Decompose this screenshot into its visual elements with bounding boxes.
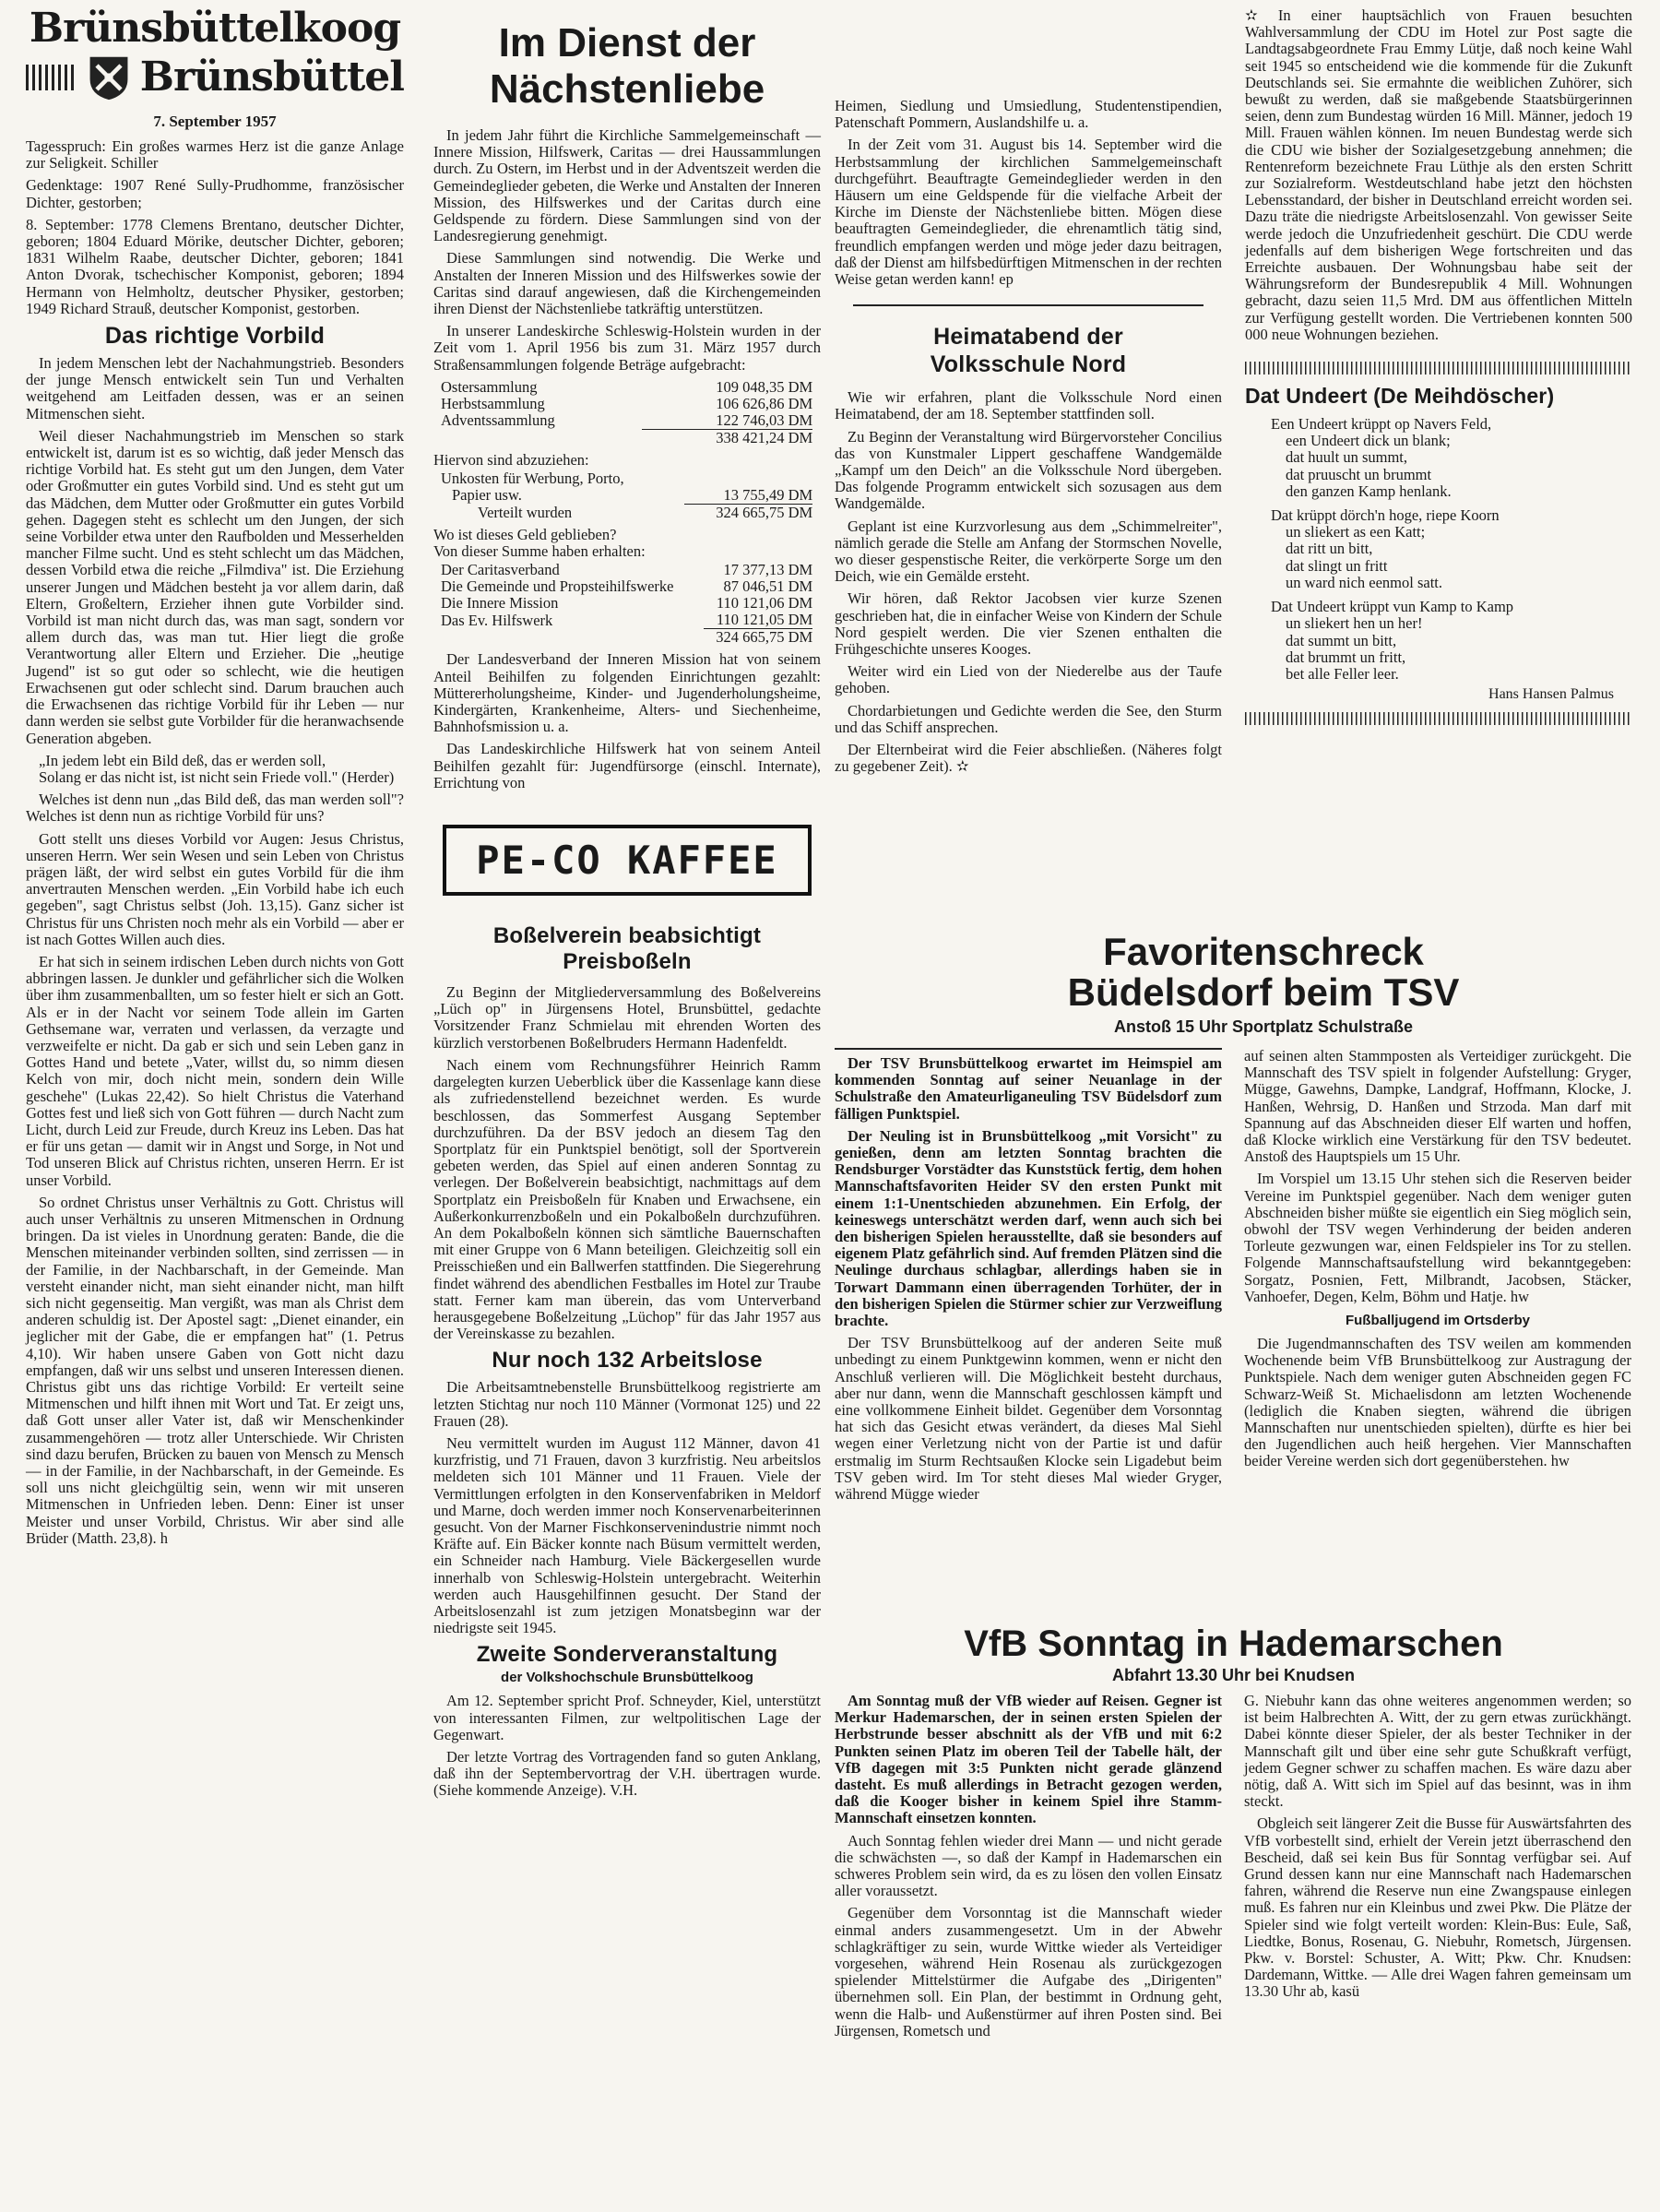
deduction-label: Hiervon sind abzuziehen:: [433, 450, 589, 469]
vorbild-quote: Solang er das nicht ist, ist nicht sein Friede voll." (Herder): [39, 767, 395, 786]
bossel-paragraph: Zu Beginn der Mitgliederversammlung des Boßelvereins „Lüch op" in Jürgensens Hotel, Brunsbüttel, gedachte Vorsitzender Franz Schmielau mit ehrenden Worten des kürzlich verstorbenen Boßelbruders Hermann Hadenfeldt.: [433, 983, 821, 1052]
vorbild-quote: „In jedem lebt ein Bild deß, das er werden soll,: [39, 751, 326, 769]
column-4: [1245, 7, 1632, 732]
vorbild-paragraph: Welches ist denn nun „das Bild deß, das man werden soll"? Welches ist denn nun as richtige Vorbild für uns?: [26, 791, 404, 826]
vfb-paragraph: Gegenüber dem Vorsonntag ist die Mannschaft wieder einmal anders zusammengesetzt. Um in der Abwehr schlagkräftiger zu sein, wurde Wittke wieder als Verteidiger vorgesehen, während Hein Rosenau als zurückgezogen spielender Mittelstürmer die Aufgabe des „Dirigenten" übernehmen soll. Ein Plan, der bestimmt in Ordnung geht, wenn die Halb- und Außenstürmer auf ihren Posten sind. Bei Jürgensen, Rometsch und: [835, 1904, 1222, 2040]
poem-body: Een Undeert krüppt op Navers Feld, een Undeert dick un blank; dat huult un summt, dat pruuscht un brummt den ganzen Kamp henlank. Dat krüppt dörch'n hoge, riepe Koorn un sliekert as een Katt; dat ritt un bitt, dat slingt un fritt un ward nich eenmol satt. Dat Undeert krüppt vun Kamp to Kamp un sliekert hen un her! dat summt un bitt, dat brummt un fritt, bet alle Feller leer.: [1271, 415, 1514, 683]
masthead-title: Brünsbüttelkoog: [29, 5, 401, 52]
table-row: Die Gemeinde und Propsteihilfswerke 87 046,51 DM: [441, 577, 813, 596]
sonderveranstaltung-paragraph: Am 12. September spricht Prof. Schneyder, Kiel, unterstützt von interessanten Filmen, zur weltpolitischen Lage der Gegenwart.: [433, 1692, 821, 1743]
sport-article-vfb: [835, 1623, 1632, 2045]
naechstenliebe-continued: In der Zeit vom 31. August bis 14. September wird die Herbstsammlung der kirchlichen Sammelgemeinschaft durchgeführt. Beauftragte Gemeindeglieder werden in den Häusern um eine Geldspende für die vielfache Arbeit der Kirche im Dienste der Nächstenliebe bitten. Mögen diese beauftragten Gemeindeglieder, die ehrenamtlich tätig sind, freundlich empfangen werden und möge jeder dazu beitragen, daß der Dienst am hilfsbedürftigen Mitmenschen in der rechten Weise getan werden kann! ep: [835, 136, 1222, 289]
divider: [1245, 362, 1632, 375]
vfb-lead: Am Sonntag muß der VfB wieder auf Reisen. Gegner ist Merkur Hademarschen, der in seinen ersten Spielen der Herbstrunde besser abschnitt als der VfB und mit 6:2 Punkten seinen Platz im oberen Teil der Tabelle hält, der VfB dagegen mit 3:5 Punkten nicht gerade glänzend dasteht. Es muß allerdings in Betracht gezogen werden, daß die Kooger bisher in keinem Spiel ihre Stamm-Mannschaft einsetzen konnten.: [835, 1692, 1222, 1827]
arbeitslose-headline: Nur noch 132 Arbeitslose: [492, 1348, 763, 1374]
tsv-subtitle: Anstoß 15 Uhr Sportplatz Schulstraße: [1113, 1017, 1414, 1036]
bossel-paragraph: Nach einem vom Rechnungsführer Heinrich Ramm dargelegten kurzen Ueberblick über die Kassenlage kann diese als zufriedenstellend bezeichnet werden. Es wurde beschlossen, das Sommerfest Ausgang September durchzuführen. Da der BSV jedoch an diesem Tag den Sportplatz für ein Punktspiel benötigt, soll der Sportverein gebeten werden, das Spiel auf einen anderen Sonntag zu verlegen. Der Boßelverein beabsichtigt, nachmittags auf dem Sportplatz ein Preisboßeln für Knaben und Erwachsene, ein Außerkonkurrenzboßeln und ein Pokalboßeln durchzuführen. An dem Pokalboßeln können sich sämtliche Bauernschaften mit einer Gruppe von 6 Mann beteiligen. Gleichzeitig soll ein Preisschießen und ein Ballwerfen stattfinden. Die Siegerehrung findet während des abendlichen Festballes im Hotel zur Traube statt. Ferner kam man überein, das vom Unterverband herausgegebene Boßelzeitung „Lüchop" für das Jahr 1957 aus der Vereinskasse zu bezahlen.: [433, 1055, 821, 1343]
poem-title: Dat Undeert (De Meihdöscher): [1245, 384, 1555, 409]
heimatabend-paragraph: Zu Beginn der Veranstaltung wird Bürgervorsteher Concilius das von Kunstmaler Lippert geschaffene Wandgemälde „Kampf um den Deich" an die Volksschule Nord übergeben. Das folgende Programm entwickelt sich sozusagen aus dem Wandgemälde.: [835, 427, 1222, 513]
naechstenliebe-paragraph: Der Landesverband der Inneren Mission hat von seinem Anteil Beihilfen zu folgenden Einrichtungen gezahlt: Müttererholungsheime, Kinder- und Jugenderholungsheime, Kindergärten, Krankenheime, Alters- und Siechenheime, Bahnhofsmission u. a.: [433, 650, 821, 736]
naechstenliebe-paragraph: In jedem Jahr führt die Kirchliche Sammelgemeinschaft — Innere Mission, Hilfswerk, Caritas — drei Haussammlungen durch. Zu Ostern, im Herbst und in der Adventszeit werden die Gemeindeglieder gebeten, die Werke und Anstalten der Inneren Mission, des Hilfswerkes und der Caritas durch eine Geldspende zu fördern. Diese Sammlungen sind von der Landesregierung genehmigt.: [433, 126, 821, 245]
heimatabend-paragraph: Chordarbietungen und Gedichte werden die See, den Sturm und das Schiff ansprechen.: [835, 701, 1222, 736]
vorbild-paragraph: Gott stellt uns dieses Vorbild vor Augen: Jesus Christus, unseren Herrn. Wer sein Wesen und sein Leben von Christus prägen läßt, der wird selbst ein gutes Vorbild für die ihm anvertrauten Menschen werden. „Ein Vorbild habe ich euch gegeben", sagt Christus selbst (Joh. 13,15). Ganz sicher ist Christus für uns Christen noch mehr als ein Vorbild — aber er ist nach Gottes Willen auch dies.: [26, 829, 404, 948]
naechstenliebe-continued: Heimen, Siedlung und Umsiedlung, Studentenstipendien, Patenschaft Pommern, Auslandshilfe u. a.: [835, 97, 1222, 132]
vorbild-headline: Das richtige Vorbild: [104, 323, 326, 350]
sonderveranstaltung-paragraph: Der letzte Vortrag des Vortragenden fand so guten Anklang, daß ihn der Septembervortrag der V.H. übertragen wurde. (Siehe kommende Anzeige). V.H.: [433, 1748, 821, 1800]
vorbild-paragraph: In jedem Menschen lebt der Nachahmungstrieb. Besonders der junge Mensch entwickelt sein Tun und Verhalten weitgehend am Leitfaden dessen, was er an seinen Mitmenschen sieht.: [26, 354, 404, 422]
gedenktage-8-september: 8. September: 1778 Clemens Brentano, deutscher Dichter, geboren; 1804 Eduard Mörike, deutscher Dichter, geboren; 1831 Wilhelm Raabe, deutscher Dichter, geboren; 1841 Anton Dvorak, tschechischer Komponist, geboren; 1894 Hermann von Helmholtz, deutscher Physiker, gestorben; 1949 Richard Strauß, deutscher Komponist, gestorben.: [26, 215, 404, 317]
table-row: Papier usw. 13 755,49 DM: [452, 486, 813, 505]
naechstenliebe-paragraph: In unserer Landeskirche Schleswig-Holstein wurden in der Zeit vom 1. April 1956 bis zum 31. März 1957 durch Straßensammlungen folgende Beträge aufgebracht:: [433, 322, 821, 374]
column-1: [26, 0, 404, 1552]
jugend-paragraph: Die Jugendmannschaften des TSV weilen am kommenden Wochenende beim VfB Brunsbüttelkoog zur Austragung der Punktspiele. Nach dem weniger guten Abschneiden gegen FC Schwarz-Weiß St. Michaelisdonn am letzten Wochenende (lediglich die Knaben siegten, während die übrigen Mannschaften nur unentschieden spielten), dürfte es hier bei den Jugendlichen auch heiß hergehen. Vier Mannschaften beider Vereine werden sich dort gegenüberstehen. hw: [1244, 1335, 1631, 1470]
tsv-paragraph: auf seinen alten Stammposten als Verteidiger zurückgeht. Die Mannschaft des TSV spielt in folgender Aufstellung: Gryger, Mügge, Gawehns, Dampke, Landgraf, Hoffmann, Klocke, J. Hanßen, Wehrsig, D. Hanßen und Strzoda. Man darf mit Spannung auf das Abschneiden dieser Elf warten und hoffen, daß Klocke wirklich eine Verstärkung für den TSV bedeutet. Anstoß des Hauptspiels um 15 Uhr.: [1244, 1047, 1631, 1166]
bossel-headline: Boßelverein beabsichtigt Preisboßeln: [492, 923, 762, 975]
vfb-subtitle: Abfahrt 13.30 Uhr bei Knudsen: [1111, 1666, 1356, 1684]
coat-of-arms-icon: [85, 52, 133, 103]
recipients-label: Von dieser Summe haben erhalten:: [433, 542, 646, 561]
tsv-lead: Der TSV Brunsbüttelkoog erwartet im Heimspiel am kommenden Sonntag auf seiner Neuanlage in der Schulstraße den Amateurliganeuling TSV Büdelsdorf zum fälligen Punktspiel.: [835, 1054, 1222, 1123]
tsv-paragraph: Der TSV Brunsbüttelkoog auf der anderen Seite muß unbedingt zu einem Punktgewinn kommen, wenn er nicht den Anschluß verlieren will. Die Möglichkeit besteht durchaus, aber nur dann, wenn die Mannschaft geschlossen kämpft und eine vollkommene Einheit bildet. Gegenüber dem Vorsonntag hat sich das Gesicht etwas verändert, da dieses Mal Siehl wegen einer Verletzung nicht von der Partie ist und dafür erstmalig im Sturm Rechtsaußen Klocke sein Ligadebut beim TSV geben wird. Im Tor steht dieses Mal wieder Gryger, während Mügge wieder: [835, 1334, 1222, 1504]
arbeitslose-paragraph: Die Arbeitsamtnebenstelle Brunsbüttelkoog registrierte am letzten Stichtag nur noch 110 Männer (Vormonat 125) und 22 Frauen (28).: [433, 1378, 821, 1430]
vorbild-paragraph: Weil dieser Nachahmungstrieb im Menschen so stark entwickelt ist, darum ist es so wichtig, daß jeder Mensch das richtige Vorbild hat. Es steht gut um den Jungen, dem Vater oder Großmutter ein gutes Vorbild sind. Und es steht gut um das Mädchen, dem Mutter oder Großmutter ein gutes Vorbild gehen. Dagegen steht es schlecht um den Jungen, der sich seine Vorbilder etwa unter den Raufbolden und Messerhelden mancher Filme sucht. Und es steht schlecht um das Mädchen, dessen Vorbild etwa die reiche „Filmdiva" ist. Die Erziehung unserer Jungen und Mädchen besteht ja vor allem darin, daß Eltern, Großeltern, Erzieher ihnen gute Vorbilder sind. Vorbild ist man nicht durch das, was man sagt, sondern vor allem durch das, was man tut. Hier liegt die große Verantwortung aller Eltern und Erzieher. Die „heutige Jugend" ist so gut oder so schlecht, wie die heutigen Erwachsenen gut oder schlecht sind. Darum brauchen auch die Erwachsenen das richtige Vorbild für ihr Leben — nur dann werden sie selbst gute Vorbilder für die heranwachsende Generation abgeben.: [26, 426, 404, 747]
heimatabend-paragraph: Wie wir erfahren, plant die Volksschule Nord einen Heimatabend, der am 18. September stattfinden soll.: [835, 388, 1222, 423]
table-row: Das Ev. Hilfswerk 110 121,05 DM: [441, 611, 813, 629]
recipients-table: [441, 562, 812, 646]
sonderveranstaltung-subtitle: der Volkshochschule Brunsbüttelkoog: [501, 1670, 753, 1686]
table-sum-row: 338 421,24 DM: [441, 429, 812, 446]
jugend-headline: Fußballjugend im Ortsderby: [1345, 1313, 1531, 1329]
table-row: Verteilt wurden 324 665,75 DM: [478, 503, 813, 522]
masthead: [26, 6, 404, 131]
table-sum-row: 324 665,75 DM: [441, 629, 812, 647]
column-3: [835, 98, 1222, 781]
heimatabend-paragraph: Weiter wird ein Lied von der Niederelbe aus der Taufe gehoben.: [835, 662, 1222, 697]
arbeitslose-paragraph: Neu vermittelt wurden im August 112 Männer, davon 41 kurzfristig, und 71 Frauen, davon 3 kurzfristig. Neu arbeitslos meldeten sich 101 Männer und 11 Frauen. Viele der Vermittlungen erfolgten in den Konservenfabriken in Meldorf und Marne, doch werden immer noch Konservenarbeiterinnen gesucht. Von der Marner Fischkonservenindustrie nimmt noch Kräfte auf. Ein Bäcker konnte nach Büsum vermittelt werden, ein Schneider nach Hamburg. Viele Bäckergesellen wurde innerhalb von Schleswig-Holstein untergebracht. Weiterhin werden auch Hausgehilfinnen gesucht. Der Stand der Arbeitslosenzahl ist zum jetzigen Monatsbeginn war der niedrigste seit 1945.: [433, 1433, 821, 1637]
tsv-headline-line1: Favoritenschreck: [1103, 930, 1424, 973]
table-row: Die Innere Mission 110 121,06 DM: [441, 594, 813, 612]
question-line: Wo ist dieses Geld geblieben?: [433, 526, 617, 544]
table-row: Herbstsammlung 106 626,86 DM: [441, 394, 813, 412]
divider: [1245, 712, 1632, 725]
deduction-table: [441, 470, 812, 521]
heimatabend-paragraph: Geplant ist eine Kurzvorlesung aus dem „Schimmelreiter", nämlich gerade die Stelle am Anfang der Stormschen Novelle, wo dieser gespenstische Reiter, die verkörperte Sorge um den Deich, wie ein Gemälde ersteht.: [835, 517, 1222, 586]
collection-table: [441, 379, 812, 446]
column-2: [433, 0, 821, 1805]
tsv-headline-line2: Büdelsdorf beim TSV: [1067, 970, 1460, 1014]
naechstenliebe-headline: Im Dienst der Nächstenliebe: [489, 20, 765, 112]
cdu-report: ✫ In einer hauptsächlich von Frauen besuchten Wahlversammlung der CDU im Hotel zur Post sagte die Landtagsabgeordnete Frau Emmy Lütje, daß noch keine Wahl seit 1945 so entscheidend wie die kommende für die Zukunft Deutschlands sei. Sie ermahnte die weiblichen Zuhörer, sich bewußt zu werden, daß sie maßgebende Staatsbürgerinnen seien, denn zum Bundestag würden 16 Mill. Männer, jedoch 19 Mill. Frauen wählen können. Im neuen Bundestag werde sich die CDU wie bisher der Sozialgesetzgebung annehmen; die Rentenreform bezeichnete Frau Lüthje als den ersten Schritt zur Sozialreform. Westdeutschland habe jetzt den höchsten Lebensstandard, der bisher in Deutschland erreicht worden sei. Dazu träte die niedrigste Arbeitslosenzahl. Von gewisser Seite werde jedoch die Unzufriedenheit geschürt. Die CDU werde jedenfalls auf dem bisherigen Wege fortschreiten und das Erreichte ausbauen. Der Wohnungsbau habe seit der Währungsreform der Bundesrepublik 4 Mill. Wohnungen gebracht, dazu seien 11,5 Mrd. DM aus öffentlichen Mitteln zur Verfügung gestellt worden. Die Vertriebenen konnten 500 000 neue Wohnungen beziehen.: [1245, 6, 1632, 343]
table-row: Adventssammlung 122 746,03 DM: [441, 410, 813, 430]
peco-advertisement: [443, 825, 812, 896]
gedenktage: Gedenktage: 1907 René Sully-Prudhomme, französischer Dichter, gestorben;: [26, 176, 404, 211]
table-row: Unkosten für Werbung, Porto,: [441, 470, 624, 488]
table-row: Ostersammlung 109 048,35 DM: [441, 377, 813, 396]
sonderveranstaltung-headline: Zweite Sonderveranstaltung: [476, 1642, 778, 1668]
masthead-subtitle: Brünsbüttel: [139, 54, 404, 101]
tagesspruch: Tagesspruch: Ein großes warmes Herz ist die ganze Anlage zur Seligkeit. Schiller: [26, 137, 404, 172]
naechstenliebe-paragraph: Diese Sammlungen sind notwendig. Die Werke und Anstalten der Inneren Mission und des Hilfswerkes sowie der Caritas sind darauf angewiesen, daß die Kirchengemeinden ihren Dienst der Nächstenliebe tatkräftig unterstützen.: [433, 249, 821, 318]
vfb-headline: VfB Sonntag in Hademarschen: [964, 1623, 1503, 1664]
table-row: Der Caritasverband 17 377,13 DM: [441, 561, 813, 579]
edition-date: 7. September 1957: [153, 113, 277, 130]
naechstenliebe-paragraph: Das Landeskirchliche Hilfswerk hat von seinem Anteil Beihilfen gezahlt für: Jugendfürsorge (einschl. Internate), Errichtung von: [433, 740, 821, 791]
heimatabend-paragraph: Wir hören, daß Rektor Jacobsen vier kurze Szenen geschrieben hat, die in einfacher Weise von Kindern der Schule Nord gespielt werden. Die vier Szenen enthalten die Frühgeschichte unseres Kooges.: [835, 589, 1222, 659]
sport-article-tsv: [835, 932, 1632, 1508]
vorbild-paragraph: So ordnet Christus unser Verhältnis zu Gott. Christus will auch unser Verhältnis zu unseren Mitmenschen in Ordnung bringen. Da ist vieles in Unordnung geraten: Bande, die die Menschen miteinander verbinden sollten, sind zerrissen — in der Familie, in der Nachbarschaft, in der Gemeinde. Man versteht einander nicht, man sieht einander nicht, man hilft sich nicht gegenseitig. Man vergißt, was man als Christ dem anderen schuldig ist. Der Apostel sagt: „Dienet einander, ein jeglicher mit der Gabe, die er empfangen hat" (1. Petrus 4,10). Wir haben unsere Gaben von Gott nicht dazu empfangen, daß wir uns selbst und unseren Interessen dienen. Christus gibt uns das richtige Vorbild: Er verteilt seine Mitmenschen und hilft ihnen mit Wort und Tat. Er zeigt uns, daß Gott unser aller Vater ist, daß wir Menschenkinder zusammengehören — trotz aller Unterschiede. Wir Christen sind dazu berufen, Brücken zu bauen von Mensch zu Mensch — in der Familie, in der Nachbarschaft, in der Gemeinde. Es soll uns nicht gleichgültig sein, wenn wir mit unseren Mitmenschen in Unfrieden leben. Denn: Einer ist unser Meister und unser Vorbild, Christus. Wir aber sind alle Brüder (Matth. 23,8). h: [26, 1193, 404, 1547]
vorbild-paragraph: Er hat sich in seinem irdischen Leben durch nichts von Gott abbringen lassen. Je dunkler und gefährlicher sich die Wolken über ihm zusammenballten, um so fester hielt er sich an Gott. Als er in der Nacht vor seinem Tode allein im Garten Gethsemane war, verraten und verlassen, da verzagte und verzweifelte er nicht. Da gab er sich und sein Leben ganz in Gottes Hand und betete „Vater, willst du, so nimm diesen Kelch von mir, doch nicht mein, sondern dein Wille geschehe" (Lukas 22,42). So hielt Christus die Vaterhand Gottes fest und ließ sich von Gott führen — durch Nacht zum Licht, durch Leid zur Freude, durch Kreuz ins Leben. Das hat er für uns getan — damit wir in Angst und Sorge, in Not und Tod unseren Blick auf Christus richten, unseren Herrn. Er ist unser Vorbild.: [26, 952, 404, 1189]
vfb-paragraph: G. Niebuhr kann das ohne weiteres angenommen werden; so ist beim Halbrechten A. Witt, der zu gern etwas zurückhängt. Dabei könnte dieser Spieler, der als bester Techniker in der Mannschaft gilt und über eine sehr gute Schußkraft verfügt, jedem Gegner schwer zu schaffen machen. Es wäre dazu aber nötig, daß A. Witt sich im Spiel auf das besinnt, was in ihm steckt.: [1244, 1692, 1631, 1811]
poem-author: Hans Hansen Palmus: [1488, 686, 1614, 703]
heimatabend-paragraph: Der Elternbeirat wird die Feier abschließen. (Näheres folgt zu gegebener Zeit). ✫: [835, 741, 1222, 776]
tsv-lead: Der Neuling ist in Brunsbüttelkoog „mit Vorsicht" zu genießen, denn am letzten Sonntag brachten die Rendsburger Vorstädter das Kunststück fertig, dem hohen Mannschaftsfavoriten Heider SV den ersten Punkt mit einem 1:1-Unentschieden abzunehmen. Ein Erfolg, der keineswegs unterschätzt werden darf, wenn auch sich bei den bisherigen Spielen herausstellte, daß sie besonders auf eigenem Platz gefährlich sind. Auf fremden Plätzen sind die Neulinge durchaus schlagbar, allerdings haben sie in Torwart Dammann einen überragenden Torhüter, der in den bisherigen Spielen die Stürmer schier zur Verzweiflung brachte.: [835, 1126, 1222, 1330]
vfb-paragraph: Obgleich seit längerer Zeit die Busse für Auswärtsfahrten des VfB vorbestellt sind, erhielt der Verein jetzt überraschend den Bescheid, daß sei kein Bus für Sonntag verfügbar sei. Auf Grund dessen kann nur eine Mannschaft nach Hademarschen fahren, während die Reserve nun eine Zwangspause einlegen muß. Es fahren nur ein Kleinbus und zwei Pkw. Die Plätze der Spieler sind wie folgt verteilt worden: Klein-Bus: Eule, Saß, Liedtke, Bonus, Rosenau, G. Niebuhr, Rometsch, Jürgensen. Pkw. v. Borstel: Schuster, A. Witt; Pkw. Chr. Knudsen: Dardemann, Wittke. — Alle drei Wagen fahren gemeinsam um 13.30 Uhr ab, kasü: [1244, 1814, 1631, 2001]
tsv-paragraph: Im Vorspiel um 13.15 Uhr stehen sich die Reserven beider Vereine im Punktspiel gegenüber. Nach dem weniger guten Abschneiden bisher müßte sie eigentlich ein Sieg möglich sein, obwohl der TSV wegen Verhinderung der beiden anderen Torleute gezwungen war, einen Feldspieler ins Tor zu stellen. Folgende Mannschaftsaufstellung wird bekanntgegeben: Sorgatz, Posnien, Fett, Milbrandt, Jacobsen, Stäcker, Vanhoefer, Degen, Kelm, Böhm und Hatje. hw: [1244, 1170, 1631, 1305]
peco-logo: PE-CO KAFFEE: [476, 838, 778, 884]
heimatabend-headline: Heimatabend der Volksschule Nord: [930, 324, 1127, 378]
vfb-paragraph: Auch Sonntag fehlen wieder drei Mann — und nicht gerade die schwächsten —, so daß der Kampf in Hademarschen ein schweres Problem sein wird, da es zu lösen den vollen Einsatz aller voraussetzt.: [835, 1831, 1222, 1900]
